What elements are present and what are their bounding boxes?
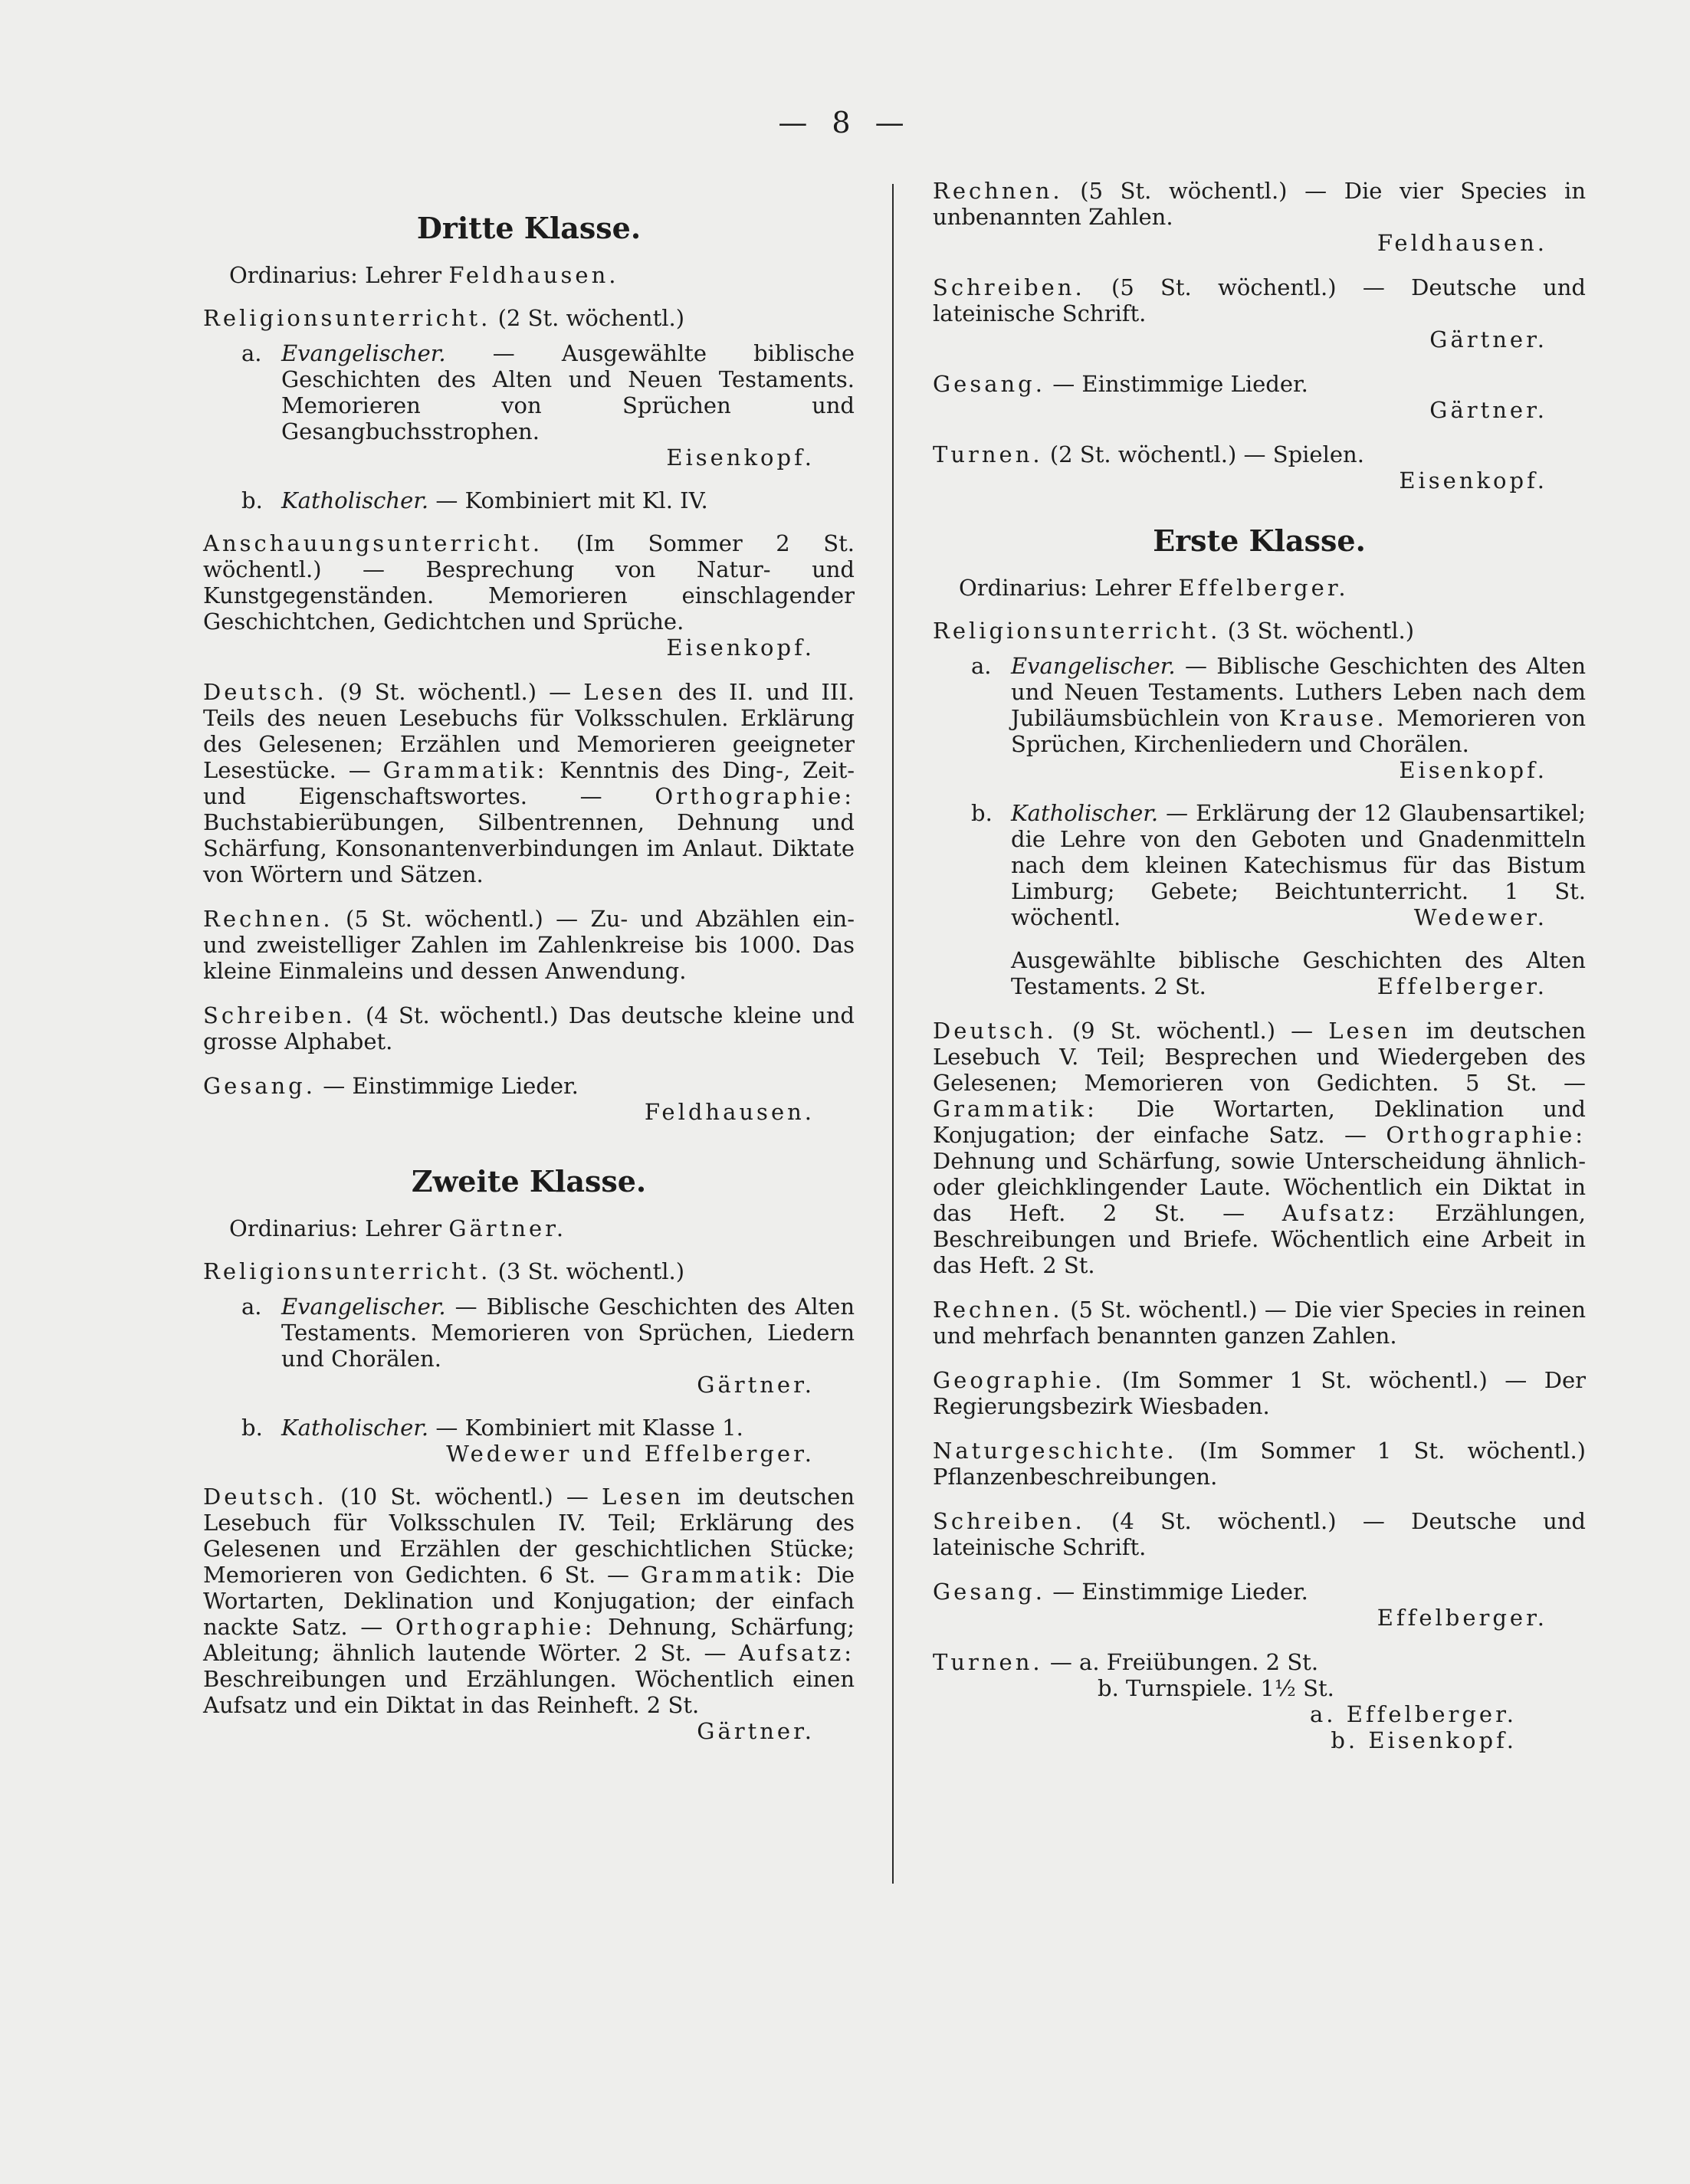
subject-deutsch [933, 1018, 1586, 1278]
item-label: a. [241, 340, 262, 366]
denomination: Evangelischer. [1011, 653, 1176, 679]
subject-schreiben [933, 1508, 1586, 1560]
subject-text: (5 St. wöchentl.) — Die vier Species in unbenannten Zahlen. [933, 178, 1586, 230]
subject-text: Buchstabierübungen, Silbentrennen, Dehnung und Schärfung, Konsonantenverbindungen im Anlaut. Diktate von Wörtern und Sätzen. [203, 809, 855, 887]
subject-religion [203, 1258, 855, 1284]
teacher-signature: Effelberger. [1377, 973, 1547, 999]
teacher-signature: b. Eisenkopf. [1331, 1727, 1517, 1753]
subject-name: Rechnen. [203, 906, 333, 932]
item-text [1011, 653, 1586, 757]
subject-name: Turnen. [933, 1649, 1043, 1675]
teacher-signature: Eisenkopf. [1399, 757, 1547, 783]
topic-lesen: Lesen [602, 1484, 684, 1510]
subject-text: Die Wortarten, Deklination und Konjugation; der einfach nackte Satz. — [203, 1562, 855, 1640]
teacher-signature: Gärtner. [697, 1718, 815, 1744]
teacher-signature: Gärtner. [1429, 397, 1547, 423]
teacher-signature: Gärtner. [697, 1372, 815, 1398]
ordinarius-name: Feldhausen. [448, 262, 619, 288]
item-label: b. [241, 1415, 263, 1441]
subject-name: Turnen. [933, 441, 1043, 467]
topic-lesen: Lesen [583, 679, 666, 705]
subject-name: Deutsch. [933, 1018, 1057, 1044]
subject-name: Gesang. [933, 1579, 1045, 1605]
section-title-zweite-klasse: Zweite Klasse. [411, 1164, 647, 1199]
subject-text: — Einstimmige Lieder. [1052, 371, 1308, 397]
subject-gesang [933, 371, 1586, 423]
column-divider [892, 184, 894, 1884]
subject-text: — Einstimmige Lieder. [323, 1073, 579, 1099]
subject-text: Die Wortarten, Deklination und Konjugation; der einfache Satz. — [933, 1096, 1586, 1148]
denomination: Katholischer. [281, 487, 429, 513]
subject-rechnen [933, 1297, 1586, 1349]
subject-deutsch [203, 679, 855, 887]
item-text [281, 487, 855, 513]
subject-name: Rechnen. [933, 178, 1063, 204]
ordinarius-name: Effelberger. [1178, 575, 1349, 601]
subject-gesang [933, 1579, 1586, 1631]
ordinarius-label: Ordinarius: Lehrer [229, 262, 442, 288]
teacher-signature: Feldhausen. [644, 1099, 815, 1125]
subject-name: Gesang. [203, 1073, 316, 1099]
left-column [203, 178, 855, 1763]
religion-catholic [203, 487, 855, 513]
religion-evangelical [203, 1294, 855, 1398]
item-text [281, 1415, 855, 1441]
topic-grammatik: Grammatik: [640, 1562, 806, 1588]
subject-text: Dehnung und Schärfung, sowie Unterscheidung ähnlich- oder gleichklingender Laute. Wöchentlich ein Diktat in das Heft. 2 St. — [933, 1148, 1586, 1226]
ordinarius-label: Ordinarius: Lehrer [959, 575, 1172, 601]
subject-text: Beschreibungen und Erzählungen. Wöchentlich einen Aufsatz und ein Diktat in das Reinheft. 2 St. [203, 1666, 855, 1718]
subject-text: — Einstimmige Lieder. [1052, 1579, 1308, 1605]
author-name: Krause. [1278, 705, 1387, 731]
subject-name: Schreiben. [933, 274, 1085, 300]
subject-name: Deutsch. [203, 679, 327, 705]
subject-hours: (2 St. wöchentl.) [497, 305, 685, 331]
teacher-signature: Gärtner. [1429, 326, 1547, 353]
subject-name: Naturgeschichte. [933, 1438, 1177, 1464]
subject-gesang [203, 1073, 855, 1125]
subject-text: (Im Sommer 1 St. wöchentl.) — Der Regierungsbezirk Wiesbaden. [933, 1367, 1586, 1419]
item-description: — Erklärung der 12 Glaubensartikel; die Lehre von den Geboten und Gnadenmitteln nach dem kleinen Katechismus für das Bistum Limburg; Gebete; Beichtunterricht. 1 St. wöchentl. [1011, 800, 1586, 930]
subject-hours: (3 St. wöchentl.) [497, 1258, 685, 1284]
subject-name: Religionsunterricht. [203, 305, 491, 331]
teacher-signature: Effelberger. [1377, 1605, 1547, 1631]
subject-text: Kenntnis des Ding-, Zeit- und Eigenschaftswortes. — [203, 757, 855, 809]
topic-grammatik: Grammatik: [382, 757, 548, 783]
teacher-signature: Eisenkopf. [666, 635, 815, 661]
subject-text: (2 St. wöchentl.) — Spielen. [1049, 441, 1364, 467]
teacher-signature: a. Effelberger. [1309, 1701, 1517, 1727]
item-description: — Kombiniert mit Klasse 1. [435, 1415, 743, 1441]
subject-text: (Im Sommer 1 St. wöchentl.) Pflanzenbeschreibungen. [933, 1438, 1587, 1490]
topic-lesen: Lesen [1328, 1018, 1411, 1044]
subject-schreiben [933, 274, 1586, 353]
subject-text: b. Turnspiele. 1½ St. [1098, 1675, 1334, 1701]
teacher-signature: Eisenkopf. [1399, 467, 1547, 494]
subject-religion [203, 305, 855, 331]
teacher-signature: Wedewer. [1413, 904, 1547, 930]
topic-aufsatz: Aufsatz: [738, 1640, 855, 1666]
subject-name: Anschauungsunterricht. [203, 530, 543, 556]
subject-turnen [933, 441, 1586, 494]
item-label: a. [241, 1294, 262, 1320]
subject-text: Erzählungen, Beschreibungen und Briefe. Wöchentlich eine Arbeit in das Heft. 2 St. [933, 1200, 1587, 1278]
subject-schreiben [203, 1002, 855, 1054]
item-description: — Biblische Geschichten des Alten und Neuen Testaments. Luthers Leben nach dem Jubiläumsbüchlein von [1011, 653, 1587, 731]
subject-text: (5 St. wöchentl.) — Zu- und Abzählen ein- und zweistelliger Zahlen im Zahlenkreise bis 1000. Das kleine Einmaleins und dessen Anwendung. [203, 906, 855, 984]
subject-name: Religionsunterricht. [933, 618, 1221, 644]
subject-name: Rechnen. [933, 1297, 1063, 1323]
subject-rechnen [203, 906, 855, 984]
religion-evangelical [203, 340, 855, 471]
subject-name: Geographie. [933, 1367, 1105, 1393]
religion-extra [1011, 947, 1586, 999]
denomination: Evangelischer. [281, 1294, 446, 1320]
teacher-signature: Feldhausen. [1377, 230, 1547, 256]
subject-name: Gesang. [933, 371, 1045, 397]
subject-rechnen [933, 178, 1586, 256]
subject-hours: (9 St. wöchentl.) — [1071, 1018, 1314, 1044]
right-column [933, 178, 1586, 1772]
subject-hours: (9 St. wöchentl.) — [339, 679, 572, 705]
topic-orthographie: Orthographie: [395, 1614, 596, 1640]
subject-name: Schreiben. [933, 1508, 1085, 1534]
item-description: Memorieren von Sprüchen, Kirchenliedern und Chorälen. [1011, 705, 1587, 757]
subject-text: Dehnung, Schärfung; Ableitung; ähnlich lautende Wörter. 2 St. — [203, 1614, 855, 1666]
subject-text: (5 St. wöchentl.) — Die vier Species in reinen und mehrfach benannten ganzen Zahlen. [933, 1297, 1586, 1349]
topic-orthographie: Orthographie: [655, 783, 855, 809]
subject-name: Religionsunterricht. [203, 1258, 491, 1284]
item-description: Ausgewählte biblische Geschichten des Alten Testaments. 2 St. [1011, 947, 1586, 999]
denomination: Katholischer. [281, 1415, 429, 1441]
subject-geographie [933, 1367, 1586, 1419]
section-title-erste-klasse: Erste Klasse. [1153, 523, 1366, 558]
topic-orthographie: Orthographie: [1386, 1122, 1587, 1148]
ordinarius-label: Ordinarius: Lehrer [229, 1215, 442, 1241]
subject-text: (4 St. wöchentl.) — Deutsche und lateinische Schrift. [933, 1508, 1586, 1560]
subject-name: Deutsch. [203, 1484, 327, 1510]
topic-aufsatz: Aufsatz: [1281, 1200, 1398, 1226]
ordinarius-line [959, 575, 1586, 601]
item-description: — Ausgewählte biblische Geschichten des Alten und Neuen Testaments. Memorieren von Sprüchen und Gesangbuchsstrophen. [281, 340, 855, 444]
section-title-dritte-klasse: Dritte Klasse. [416, 211, 642, 245]
religion-catholic [203, 1415, 855, 1467]
subject-hours: (10 St. wöchentl.) — [340, 1484, 589, 1510]
subject-deutsch [203, 1484, 855, 1744]
subject-religion [933, 618, 1586, 644]
item-description: — Biblische Geschichten des Alten Testaments. Memorieren von Sprüchen, Liedern und Chorälen. [281, 1294, 855, 1372]
subject-anschauung [203, 530, 855, 661]
subject-text: im deutschen Lesebuch für Volksschulen IV. Teil; Erklärung des Gelesenen und Erzählen der geschichtlichen Stücke; Memorieren von Gedichten. 6 St. — [203, 1484, 855, 1588]
item-description: — Kombiniert mit Kl. IV. [435, 487, 708, 513]
item-text [281, 340, 855, 444]
teacher-signature: Eisenkopf. [666, 444, 815, 471]
subject-text: im deutschen Lesebuch V. Teil; Besprechen und Wiedergeben des Gelesenen; Memorieren von Gedichten. 5 St. — [933, 1018, 1587, 1096]
ordinarius-line [229, 1215, 855, 1241]
topic-grammatik: Grammatik: [933, 1096, 1098, 1122]
subject-turnen [933, 1649, 1586, 1753]
denomination: Katholischer. [1011, 800, 1159, 826]
subject-text: — a. Freiübungen. 2 St. [1049, 1649, 1319, 1675]
subject-hours: (3 St. wöchentl.) [1227, 618, 1415, 644]
religion-evangelical [933, 653, 1586, 783]
item-label: b. [241, 487, 263, 513]
subject-text: (5 St. wöchentl.) — Deutsche und lateinische Schrift. [933, 274, 1586, 326]
item-label: a. [971, 653, 992, 679]
subject-text: des II. und III. Teils des neuen Lesebuchs für Volksschulen. Erklärung des Gelesenen; Erzählen und Memorieren geeigneter Lesestücke. — [203, 679, 855, 783]
item-label: b. [971, 800, 993, 826]
religion-catholic [933, 800, 1586, 930]
page-number: — 8 — [778, 106, 912, 139]
denomination: Evangelischer. [281, 340, 446, 366]
subject-text: (Im Sommer 2 St. wöchentl.) — Besprechung von Natur- und Kunstgegenständen. Memorieren einschlagender Geschichtchen, Gedichtchen und Sprüche. [203, 530, 855, 635]
teacher-signature: Wedewer und Effelberger. [446, 1441, 815, 1467]
subject-text: (4 St. wöchentl.) Das deutsche kleine und grosse Alphabet. [203, 1002, 855, 1054]
subject-naturgeschichte [933, 1438, 1586, 1490]
ordinarius-name: Gärtner. [448, 1215, 567, 1241]
ordinarius-line [229, 262, 855, 288]
subject-name: Schreiben. [203, 1002, 356, 1028]
item-text [281, 1294, 855, 1372]
